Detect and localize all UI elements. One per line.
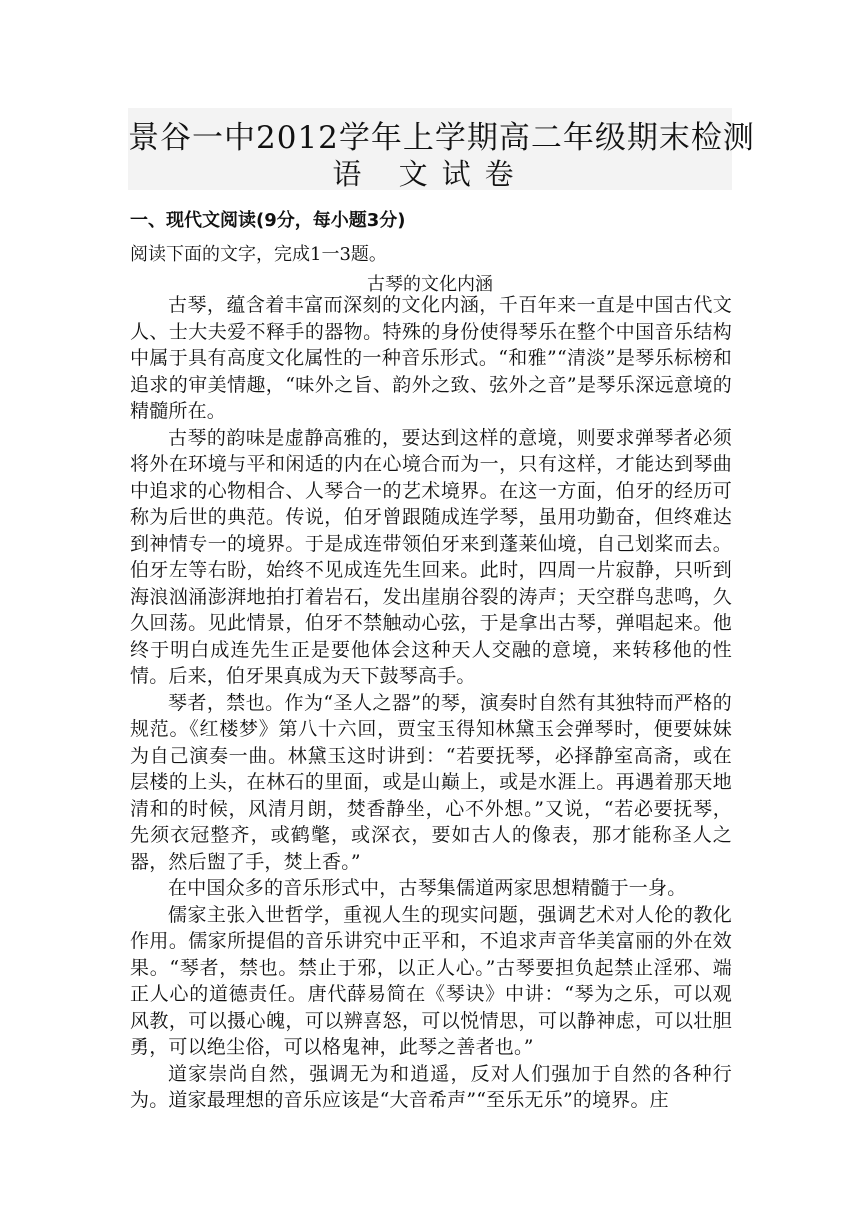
exam-subtitle: 语 文试卷 [332,157,528,191]
article-title: 古琴的文化内涵 [367,274,493,295]
exam-title-block [128,108,755,191]
article-paragraph: 道家崇尚自然，强调无为和逍遥，反对人们强加于自然的各种行为。道家最理想的音乐应该是“大音希声”“至乐无乐”的境界。庄 [130,1062,732,1111]
article-paragraph: 琴者，禁也。作为“圣人之器”的琴，演奏时自然有其独特而严格的规范。《红楼梦》第八十六回，贾宝玉得知林黛玉会弹琴时，便要妹妹为自己演奏一曲。林黛玉这时讲到：“若要抚琴，必择静室高斋，或在层楼的上头，在林石的里面，或是山巅上，或是水涯上。再遇着那天地清和的时候，风清月朗，焚香静坐，心不外想。”又说，“若必要抚琴，先须衣冠整齐，或鹤氅，或深衣，要如古人的像表，那才能称圣人之器，然后盥了手，焚上香。” [130,691,732,873]
article-body [130,292,732,1114]
section-heading: 一、现代文阅读(9分，每小题3分) [130,210,406,231]
exam-title: 景谷一中2012学年上学期高二年级期末检测 [128,120,755,156]
article-paragraph: 儒家主张入世哲学，重视人生的现实问题，强调艺术对人伦的教化作用。儒家所提倡的音乐讲究中正平和，不追求声音华美富丽的外在效果。“琴者，禁也。禁止于邪，以正人心。”古琴要担负起禁止淫邪、端正人心的道德责任。唐代薛易简在《琴诀》中讲：“琴为之乐，可以观风教，可以摄心魄，可以辨喜怒，可以悦情思，可以静神虑，可以壮胆勇，可以绝尘俗，可以格鬼神，此琴之善者也。” [130,903,732,1058]
article-paragraph: 古琴的韵味是虚静高雅的，要达到这样的意境，则要求弹琴者必须将外在环境与平和闲适的内在心境合而为一，只有这样，才能达到琴曲中追求的心物相合、人琴合一的艺术境界。在这一方面，伯牙的经历可称为后世的典范。传说，伯牙曾跟随成连学琴，虽用功勤奋，但终难达到神情专一的境界。于是成连带领伯牙来到蓬莱仙境，自己划桨而去。伯牙左等右盼，始终不见成连先生回来。此时，四周一片寂静，只听到海浪汹涌澎湃地拍打着岩石，发出崖崩谷裂的涛声；天空群鸟悲鸣，久久回荡。见此情景，伯牙不禁触动心弦，于是拿出古琴，弹唱起来。他终于明白成连先生正是要他体会这种天人交融的意境，来转移他的性情。后来，伯牙果真成为天下鼓琴高手。 [130,426,732,687]
reading-instruction: 阅读下面的文字，完成1一3题。 [130,244,387,265]
article-paragraph: 古琴，蕴含着丰富而深刻的文化内涵，千百年来一直是中国古代文人、士大夫爱不释手的器物。特殊的身份使得琴乐在整个中国音乐结构中属于具有高度文化属性的一种音乐形式。“和雅”“清淡”是琴乐标榜和追求的审美情趣，“味外之旨、韵外之致、弦外之音”是琴乐深远意境的精髓所在。 [130,294,732,422]
article-paragraph: 在中国众多的音乐形式中，古琴集儒道两家思想精髓于一身。 [168,877,687,899]
